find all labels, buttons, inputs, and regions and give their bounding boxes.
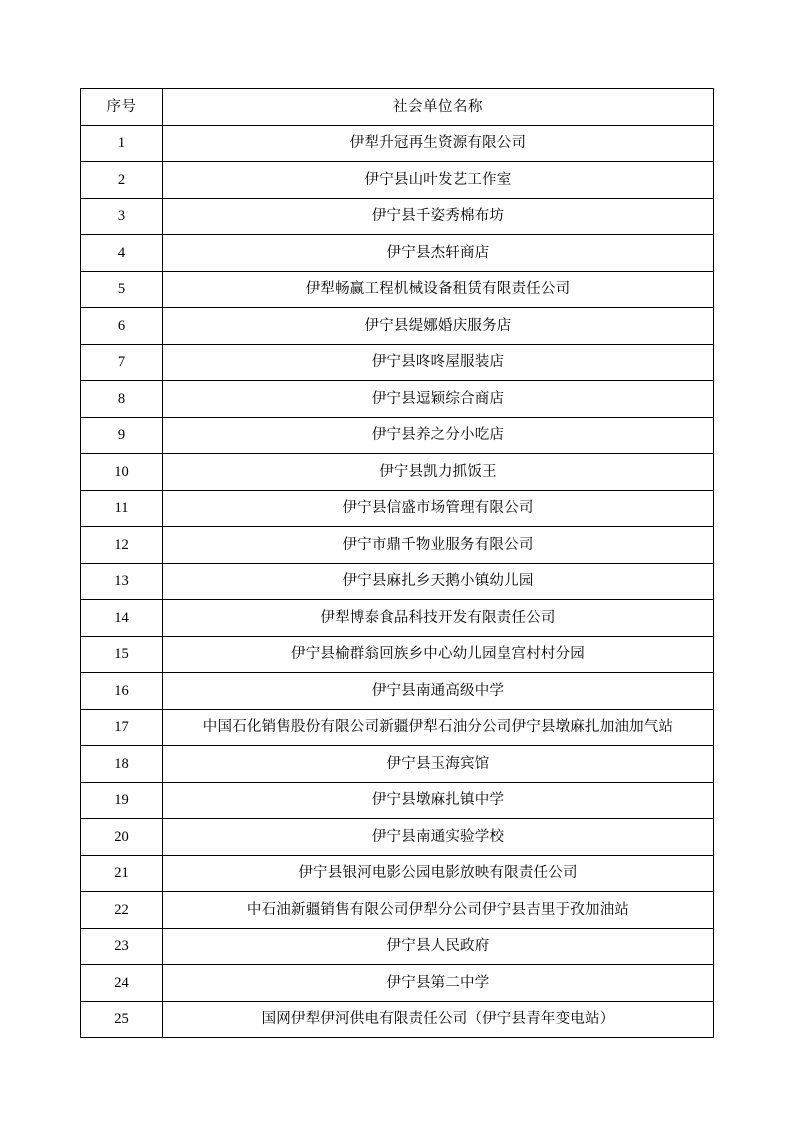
row-no: 5 — [81, 271, 163, 308]
row-unit-name: 伊宁县凯力抓饭王 — [163, 454, 714, 491]
table-row — [81, 417, 714, 454]
row-no: 20 — [81, 819, 163, 856]
row-no: 3 — [81, 198, 163, 235]
table-row — [81, 855, 714, 892]
table-row — [81, 235, 714, 272]
table-row — [81, 782, 714, 819]
row-no: 23 — [81, 928, 163, 965]
table-row — [81, 271, 714, 308]
row-no: 7 — [81, 344, 163, 381]
row-unit-name: 伊宁市鼎千物业服务有限公司 — [163, 527, 714, 564]
table-row — [81, 819, 714, 856]
row-no: 6 — [81, 308, 163, 345]
row-no: 16 — [81, 673, 163, 710]
row-unit-name: 伊犁畅赢工程机械设备租赁有限责任公司 — [163, 271, 714, 308]
table-row — [81, 162, 714, 199]
row-no: 12 — [81, 527, 163, 564]
table-row — [81, 673, 714, 710]
table-row — [81, 965, 714, 1002]
row-no: 25 — [81, 1001, 163, 1038]
table-row — [81, 490, 714, 527]
row-unit-name: 伊宁县南通实验学校 — [163, 819, 714, 856]
table-row — [81, 636, 714, 673]
row-no: 15 — [81, 636, 163, 673]
row-unit-name: 伊宁县玉海宾馆 — [163, 746, 714, 783]
row-unit-name: 中国石化销售股份有限公司新疆伊犁石油分公司伊宁县墩麻扎加油加气站 — [163, 709, 714, 746]
row-no: 22 — [81, 892, 163, 929]
row-unit-name: 伊宁县人民政府 — [163, 928, 714, 965]
table-row — [81, 563, 714, 600]
table-row — [81, 527, 714, 564]
table-row — [81, 381, 714, 418]
row-unit-name: 伊宁县山叶发艺工作室 — [163, 162, 714, 199]
row-no: 19 — [81, 782, 163, 819]
row-unit-name: 伊犁博泰食品科技开发有限责任公司 — [163, 600, 714, 637]
row-unit-name: 伊宁县养之分小吃店 — [163, 417, 714, 454]
row-unit-name: 伊宁县杰轩商店 — [163, 235, 714, 272]
table-row — [81, 125, 714, 162]
table-row — [81, 1001, 714, 1038]
row-unit-name: 伊宁县榆群翁回族乡中心幼儿园皇宫村村分园 — [163, 636, 714, 673]
row-no: 13 — [81, 563, 163, 600]
table-row — [81, 344, 714, 381]
social-unit-table — [80, 88, 714, 1038]
row-no: 8 — [81, 381, 163, 418]
table-row — [81, 928, 714, 965]
table-row — [81, 746, 714, 783]
table-body — [81, 125, 714, 1038]
row-unit-name: 伊宁县银河电影公园电影放映有限责任公司 — [163, 855, 714, 892]
table-header-row — [81, 89, 714, 126]
row-no: 11 — [81, 490, 163, 527]
row-no: 14 — [81, 600, 163, 637]
row-unit-name: 伊宁县麻扎乡天鹅小镇幼儿园 — [163, 563, 714, 600]
table-row — [81, 308, 714, 345]
row-unit-name: 伊宁县第二中学 — [163, 965, 714, 1002]
table-row — [81, 198, 714, 235]
row-unit-name: 伊宁县南通高级中学 — [163, 673, 714, 710]
row-unit-name: 中石油新疆销售有限公司伊犁分公司伊宁县吉里于孜加油站 — [163, 892, 714, 929]
row-unit-name: 伊犁升冠再生资源有限公司 — [163, 125, 714, 162]
table-row — [81, 600, 714, 637]
row-unit-name: 伊宁县逗颖综合商店 — [163, 381, 714, 418]
row-no: 24 — [81, 965, 163, 1002]
row-unit-name: 伊宁县信盛市场管理有限公司 — [163, 490, 714, 527]
table-row — [81, 709, 714, 746]
table-row — [81, 892, 714, 929]
unit-table-container — [80, 88, 713, 1038]
row-no: 2 — [81, 162, 163, 199]
row-unit-name: 伊宁县咚咚屋服装店 — [163, 344, 714, 381]
row-unit-name: 伊宁县墩麻扎镇中学 — [163, 782, 714, 819]
row-no: 9 — [81, 417, 163, 454]
row-unit-name: 伊宁县缇娜婚庆服务店 — [163, 308, 714, 345]
row-no: 10 — [81, 454, 163, 491]
table-row — [81, 454, 714, 491]
table-header — [81, 89, 714, 126]
row-no: 17 — [81, 709, 163, 746]
column-header-name: 社会单位名称 — [163, 89, 714, 126]
row-no: 21 — [81, 855, 163, 892]
column-header-no: 序号 — [81, 89, 163, 126]
row-unit-name: 国网伊犁伊河供电有限责任公司（伊宁县青年变电站） — [163, 1001, 714, 1038]
row-no: 4 — [81, 235, 163, 272]
row-no: 1 — [81, 125, 163, 162]
row-no: 18 — [81, 746, 163, 783]
row-unit-name: 伊宁县千姿秀棉布坊 — [163, 198, 714, 235]
